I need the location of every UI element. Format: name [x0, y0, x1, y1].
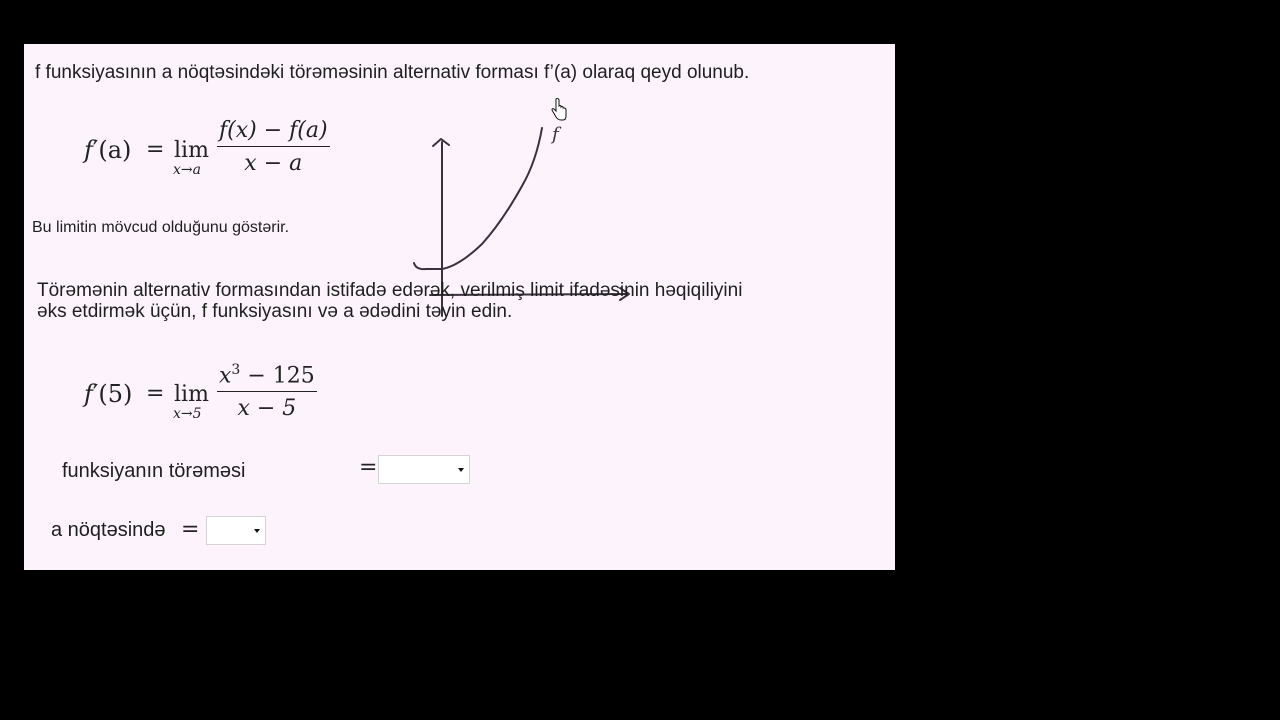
function-dropdown[interactable] — [378, 455, 470, 484]
task-line-2: əks etdirmək üçün, f funksiyasını və a ədədini təyin edin. — [37, 301, 513, 322]
curve-label: f — [552, 124, 559, 145]
point-dropdown[interactable] — [206, 516, 266, 545]
formula-specific-lhs: f′(5) — [84, 380, 133, 408]
formula-specific-equals: = — [146, 381, 165, 406]
function-curve — [414, 128, 542, 269]
formula-general-equals: = — [146, 137, 165, 162]
task-line-1: Törəmənin alternativ formasından istifadə edərək, verilmiş limit ifadəsinin həqiqiliyini — [37, 280, 743, 301]
formula-general-lhs: f′(a) — [84, 136, 132, 164]
point-label: a nöqtəsində — [51, 519, 166, 541]
formula-general-lim-sub: x→a — [173, 162, 201, 178]
formula-specific-lim: lim — [174, 382, 209, 407]
formula-general-fraction — [217, 118, 330, 176]
formula-general — [84, 116, 384, 186]
formula-specific-lim-sub: x→5 — [173, 406, 202, 422]
formula-specific-denominator: x − 5 — [237, 396, 297, 422]
formula-specific-fraction — [217, 362, 317, 421]
formula-specific — [84, 360, 344, 430]
lesson-panel — [24, 44, 895, 570]
function-graph — [404, 84, 664, 284]
point-equals: = — [181, 517, 200, 542]
function-derivative-label: funksiyanın törəməsi — [62, 460, 246, 482]
formula-specific-numerator: $x^3 - 125$ — [217, 362, 317, 392]
hand-cursor-icon — [550, 98, 568, 122]
formula-general-lim: lim — [174, 138, 209, 163]
chevron-down-icon — [254, 529, 260, 533]
function-equals: = — [359, 455, 378, 480]
chevron-down-icon — [458, 468, 464, 472]
formula-general-numerator: f(x) − f(a) — [217, 118, 330, 147]
formula-general-denominator: x − a — [244, 151, 303, 176]
intro-text: f funksiyasının a nöqtəsindəki törəməsinin alternativ forması f’(a) olaraq qeyd olunub. — [35, 62, 750, 83]
limit-exists-note: Bu limitin mövcud olduğunu göstərir. — [32, 219, 290, 236]
